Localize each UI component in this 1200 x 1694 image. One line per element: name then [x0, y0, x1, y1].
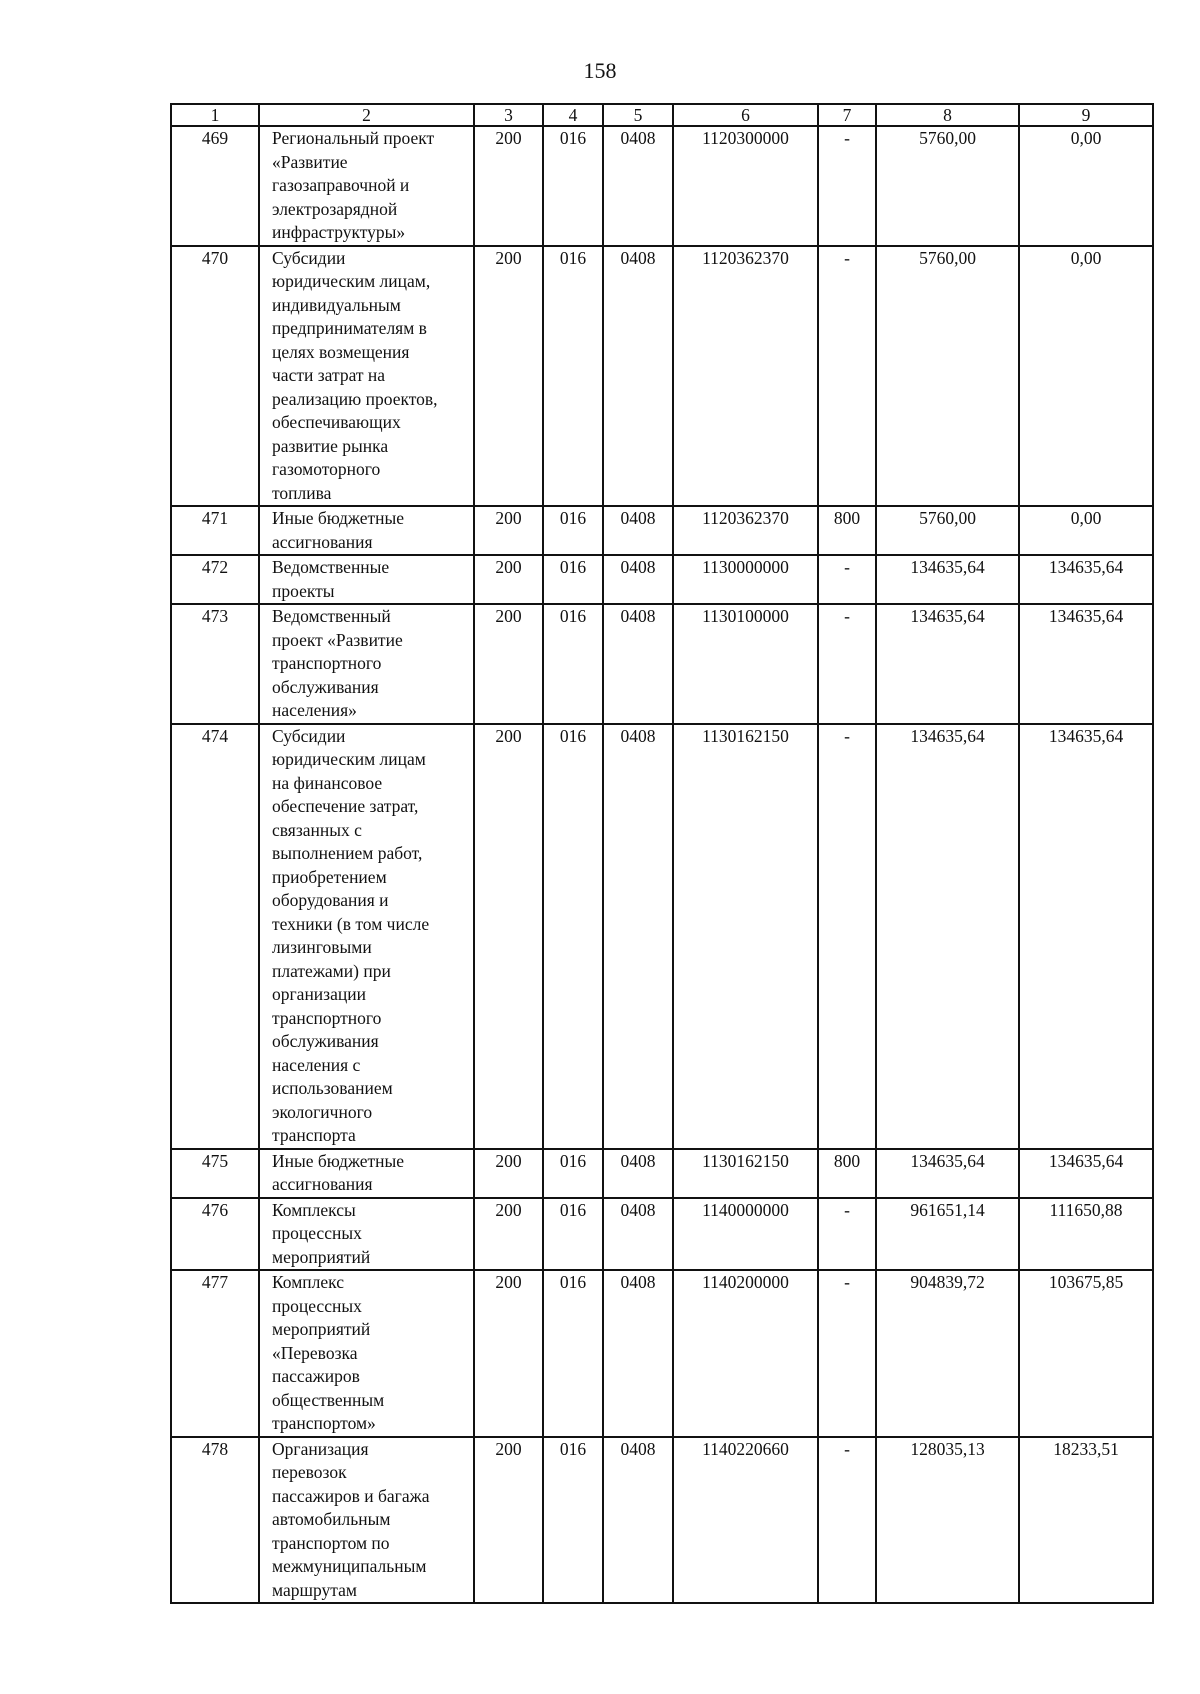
- cell-col-9: 18233,51: [1019, 1437, 1153, 1604]
- row-description: [259, 555, 474, 604]
- cell-col-5: 0408: [603, 1437, 673, 1604]
- cell-col-3: 200: [474, 555, 543, 604]
- description-line: юридическим лицам: [272, 749, 426, 769]
- description-line: ассигнования: [272, 1174, 373, 1194]
- table-row: [171, 604, 1153, 724]
- description-line: оборудования и: [272, 890, 389, 910]
- description-line: приобретением: [272, 866, 387, 887]
- cell-col-5: 0408: [603, 506, 673, 555]
- description-line: транспорта: [272, 1125, 356, 1145]
- description-line: пассажиров и багажа: [272, 1485, 430, 1506]
- cell-col-7: -: [818, 1437, 876, 1604]
- row-number: 474: [171, 724, 259, 1149]
- cell-col-7: -: [818, 724, 876, 1149]
- row-number: 471: [171, 506, 259, 555]
- row-number: 478: [171, 1437, 259, 1604]
- row-number: 476: [171, 1198, 259, 1271]
- table-row: [171, 126, 1153, 246]
- cell-col-7: -: [818, 1198, 876, 1271]
- cell-col-9: 0,00: [1019, 246, 1153, 507]
- description-line: Ведомственный: [272, 606, 391, 626]
- description-line: обеспечивающих: [272, 412, 401, 432]
- description-line: процессных: [272, 1223, 362, 1243]
- column-header: 3: [474, 104, 543, 126]
- cell-col-6: 1120362370: [673, 506, 818, 555]
- cell-col-7: -: [818, 126, 876, 246]
- table-row: [171, 506, 1153, 555]
- description-line: части затрат на: [272, 365, 386, 385]
- cell-col-4: 016: [543, 724, 603, 1149]
- cell-col-7: -: [818, 246, 876, 507]
- cell-col-3: 200: [474, 126, 543, 246]
- cell-col-5: 0408: [603, 246, 673, 507]
- description-line: развитие рынка: [272, 435, 389, 456]
- description-line: топлива: [272, 482, 332, 503]
- table-row: [171, 1198, 1153, 1271]
- budget-table: [170, 103, 1154, 1604]
- cell-col-3: 200: [474, 1437, 543, 1604]
- row-description: [259, 1270, 474, 1437]
- description-line: пассажиров: [272, 1366, 360, 1386]
- cell-col-9: 134635,64: [1019, 724, 1153, 1149]
- description-line: общественным: [272, 1389, 385, 1410]
- cell-col-8: 961651,14: [876, 1198, 1019, 1271]
- description-line: Ведомственные: [272, 557, 390, 577]
- cell-col-3: 200: [474, 1270, 543, 1437]
- description-line: электрозарядной: [272, 198, 398, 219]
- description-line: процессных: [272, 1295, 362, 1316]
- column-header: 9: [1019, 104, 1153, 126]
- page-number: 158: [583, 58, 617, 83]
- description-line: выполнением работ,: [272, 843, 423, 863]
- cell-col-9: 103675,85: [1019, 1270, 1153, 1437]
- cell-col-6: 1120362370: [673, 246, 818, 507]
- description-line: транспортного: [272, 1007, 382, 1028]
- description-line: платежами) при: [272, 960, 391, 981]
- description-line: на финансовое: [272, 772, 383, 793]
- description-line: использованием: [272, 1078, 393, 1098]
- cell-col-9: 134635,64: [1019, 604, 1153, 724]
- description-line: Региональный проект: [272, 128, 435, 148]
- description-line: «Развитие: [272, 151, 348, 172]
- cell-col-5: 0408: [603, 555, 673, 604]
- cell-col-8: 904839,72: [876, 1270, 1019, 1437]
- description-line: индивидуальным: [272, 294, 401, 315]
- description-line: мероприятий: [272, 1319, 371, 1339]
- cell-col-6: 1140220660: [673, 1437, 818, 1604]
- description-line: Организация: [272, 1438, 369, 1459]
- cell-col-8: 128035,13: [876, 1437, 1019, 1604]
- cell-col-5: 0408: [603, 724, 673, 1149]
- description-line: перевозок: [272, 1462, 347, 1482]
- row-description: [259, 604, 474, 724]
- row-number: 473: [171, 604, 259, 724]
- cell-col-8: 5760,00: [876, 246, 1019, 507]
- cell-col-4: 016: [543, 246, 603, 507]
- description-line: автомобильным: [272, 1509, 391, 1529]
- description-line: Субсидии: [272, 725, 346, 746]
- cell-col-8: 134635,64: [876, 604, 1019, 724]
- table-row: [171, 555, 1153, 604]
- description-line: организации: [272, 984, 366, 1004]
- column-header: 1: [171, 104, 259, 126]
- cell-col-3: 200: [474, 604, 543, 724]
- description-line: межмуниципальным: [272, 1556, 427, 1576]
- cell-col-4: 016: [543, 555, 603, 604]
- column-header: 2: [259, 104, 474, 126]
- description-line: целях возмещения: [272, 341, 410, 362]
- description-line: маршрутам: [272, 1579, 357, 1600]
- description-line: проекты: [272, 580, 335, 601]
- cell-col-8: 134635,64: [876, 555, 1019, 604]
- row-description: [259, 246, 474, 507]
- description-line: инфраструктуры»: [272, 222, 406, 242]
- cell-col-4: 016: [543, 1198, 603, 1271]
- cell-col-4: 016: [543, 1270, 603, 1437]
- cell-col-6: 1130100000: [673, 604, 818, 724]
- description-line: мероприятий: [272, 1246, 371, 1267]
- row-number: 470: [171, 246, 259, 507]
- row-number: 475: [171, 1149, 259, 1198]
- description-line: населения»: [272, 700, 357, 720]
- description-line: Иные бюджетные: [272, 1150, 405, 1171]
- cell-col-6: 1140000000: [673, 1198, 818, 1271]
- cell-col-8: 5760,00: [876, 126, 1019, 246]
- description-line: ассигнования: [272, 531, 373, 552]
- description-line: населения с: [272, 1054, 361, 1075]
- column-header: 6: [673, 104, 818, 126]
- cell-col-4: 016: [543, 1437, 603, 1604]
- cell-col-8: 134635,64: [876, 724, 1019, 1149]
- row-number: 469: [171, 126, 259, 246]
- description-line: лизинговыми: [272, 937, 372, 957]
- row-description: [259, 126, 474, 246]
- cell-col-7: -: [818, 604, 876, 724]
- column-header: 4: [543, 104, 603, 126]
- column-header: 5: [603, 104, 673, 126]
- cell-col-8: 134635,64: [876, 1149, 1019, 1198]
- description-line: связанных с: [272, 819, 362, 840]
- cell-col-6: 1120300000: [673, 126, 818, 246]
- description-line: «Перевозка: [272, 1342, 358, 1363]
- row-description: [259, 506, 474, 555]
- description-line: Комплексы: [272, 1199, 356, 1220]
- description-line: газозаправочной и: [272, 175, 410, 195]
- cell-col-4: 016: [543, 126, 603, 246]
- cell-col-5: 0408: [603, 126, 673, 246]
- cell-col-6: 1130000000: [673, 555, 818, 604]
- table-row: [171, 246, 1153, 507]
- cell-col-4: 016: [543, 604, 603, 724]
- description-line: проект «Развитие: [272, 629, 403, 650]
- cell-col-6: 1140200000: [673, 1270, 818, 1437]
- table-body: [171, 104, 1153, 1603]
- cell-col-5: 0408: [603, 604, 673, 724]
- cell-col-6: 1130162150: [673, 724, 818, 1149]
- row-description: [259, 1198, 474, 1271]
- column-header: 7: [818, 104, 876, 126]
- cell-col-7: 800: [818, 1149, 876, 1198]
- table-row: [171, 1270, 1153, 1437]
- cell-col-3: 200: [474, 506, 543, 555]
- description-line: газомоторного: [272, 459, 381, 479]
- cell-col-9: 134635,64: [1019, 555, 1153, 604]
- description-line: обслуживания: [272, 676, 379, 697]
- row-description: [259, 1437, 474, 1604]
- description-line: транспортом»: [272, 1413, 376, 1433]
- description-line: Субсидии: [272, 247, 346, 268]
- description-line: реализацию проектов,: [272, 388, 438, 409]
- table-header-row: [171, 104, 1153, 126]
- cell-col-5: 0408: [603, 1149, 673, 1198]
- column-header: 8: [876, 104, 1019, 126]
- cell-col-7: -: [818, 1270, 876, 1437]
- description-line: транспортом по: [272, 1532, 390, 1553]
- description-line: техники (в том числе: [272, 913, 430, 934]
- table-row: [171, 724, 1153, 1149]
- description-line: транспортного: [272, 653, 382, 673]
- cell-col-9: 0,00: [1019, 506, 1153, 555]
- description-line: предпринимателям в: [272, 318, 427, 338]
- cell-col-5: 0408: [603, 1270, 673, 1437]
- cell-col-4: 016: [543, 1149, 603, 1198]
- cell-col-8: 5760,00: [876, 506, 1019, 555]
- cell-col-9: 111650,88: [1019, 1198, 1153, 1271]
- cell-col-3: 200: [474, 724, 543, 1149]
- description-line: экологичного: [272, 1101, 373, 1122]
- table-row: [171, 1149, 1153, 1198]
- cell-col-3: 200: [474, 1198, 543, 1271]
- cell-col-5: 0408: [603, 1198, 673, 1271]
- cell-col-3: 200: [474, 1149, 543, 1198]
- table-row: [171, 1437, 1153, 1604]
- row-description: [259, 1149, 474, 1198]
- cell-col-3: 200: [474, 246, 543, 507]
- cell-col-9: 0,00: [1019, 126, 1153, 246]
- description-line: юридическим лицам,: [272, 271, 431, 291]
- description-line: обеспечение затрат,: [272, 796, 419, 816]
- cell-col-7: 800: [818, 506, 876, 555]
- row-number: 472: [171, 555, 259, 604]
- row-number: 477: [171, 1270, 259, 1437]
- cell-col-7: -: [818, 555, 876, 604]
- cell-col-6: 1130162150: [673, 1149, 818, 1198]
- cell-col-9: 134635,64: [1019, 1149, 1153, 1198]
- description-line: обслуживания: [272, 1031, 379, 1051]
- cell-col-4: 016: [543, 506, 603, 555]
- description-line: Комплекс: [272, 1272, 344, 1292]
- row-description: [259, 724, 474, 1149]
- description-line: Иные бюджетные: [272, 508, 405, 528]
